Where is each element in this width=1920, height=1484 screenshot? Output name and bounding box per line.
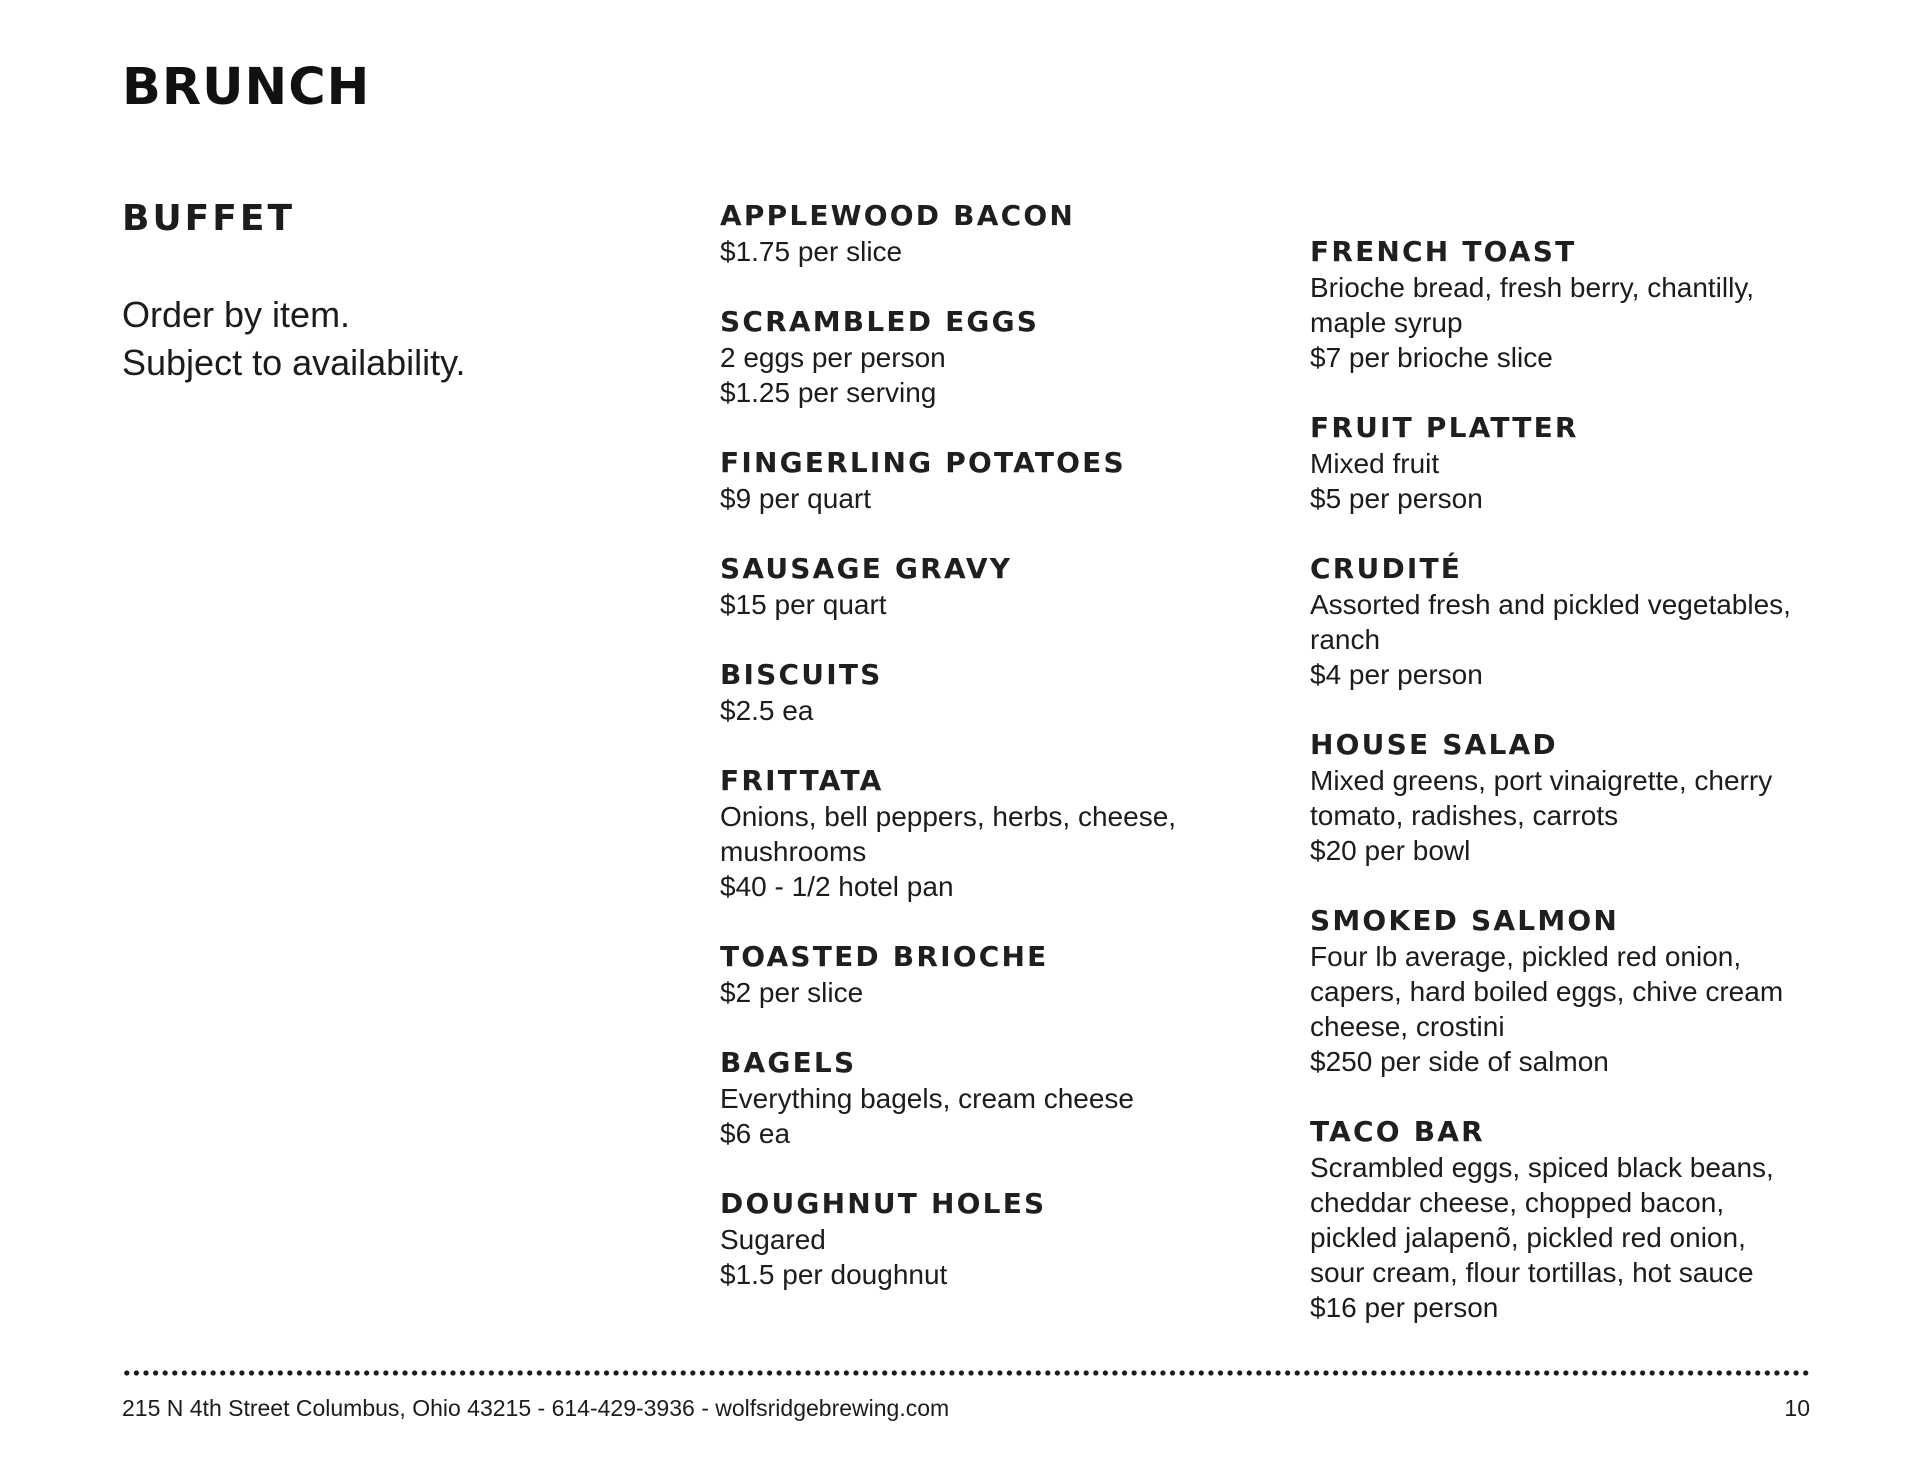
menu-item [1310, 410, 1810, 516]
menu-item-name: APPLEWOOD BACON [720, 199, 1075, 232]
menu-item-detail: Four lb average, pickled red onion, [1310, 941, 1742, 972]
menu-item-name: TOASTED BRIOCHE [720, 940, 1049, 973]
menu-item-detail: $1.25 per serving [720, 377, 937, 408]
section-note-line: Order by item. [122, 294, 351, 335]
menu-item-detail: Assorted fresh and pickled vegetables, [1310, 589, 1791, 620]
menu-item-detail: $4 per person [1310, 659, 1483, 690]
menu-item-name: HOUSE SALAD [1310, 728, 1558, 761]
menu-item-detail: $20 per bowl [1310, 835, 1471, 866]
menu-item-detail: cheddar cheese, chopped bacon, [1310, 1187, 1725, 1218]
menu-item [720, 763, 1220, 904]
menu-item-detail: Everything bagels, cream cheese [720, 1083, 1134, 1114]
menu-item-detail: $5 per person [1310, 483, 1483, 514]
page-title: BRUNCH [122, 58, 371, 117]
menu-item-detail: cheese, crostini [1310, 1011, 1505, 1042]
section-title: BUFFET [122, 198, 296, 239]
menu-item [1310, 551, 1810, 692]
menu-item-detail: maple syrup [1310, 307, 1463, 338]
menu-item-detail: $15 per quart [720, 589, 887, 620]
menu-item [720, 198, 1220, 269]
menu-item-detail: pickled jalapenõ, pickled red onion, [1310, 1222, 1746, 1253]
menu-item [720, 445, 1220, 516]
menu-item-name: BISCUITS [720, 658, 883, 691]
menu-item-name: CRUDITÉ [1310, 552, 1463, 585]
menu-item-name: FRENCH TOAST [1310, 235, 1577, 268]
menu-item-detail: capers, hard boiled eggs, chive cream [1310, 976, 1784, 1007]
menu-item-detail: tomato, radishes, carrots [1310, 800, 1619, 831]
menu-item [720, 551, 1220, 622]
menu-item-name: TACO BAR [1310, 1115, 1485, 1148]
menu-item-detail: $7 per brioche slice [1310, 342, 1553, 373]
menu-item-detail: $40 - 1/2 hotel pan [720, 871, 954, 902]
page-number: 10 [1784, 1395, 1810, 1421]
menu-item-detail: $1.5 per doughnut [720, 1259, 948, 1290]
menu-item-detail: $1.75 per slice [720, 236, 903, 267]
menu-item-detail: Brioche bread, fresh berry, chantilly, [1310, 272, 1755, 303]
menu-item-name: SMOKED SALMON [1310, 904, 1620, 937]
menu-item-detail: Mixed greens, port vinaigrette, cherry [1310, 765, 1773, 796]
menu-item [1310, 234, 1810, 375]
section-note-line: Subject to availability. [122, 342, 466, 383]
menu-item-detail: $250 per side of salmon [1310, 1046, 1609, 1077]
menu-item-detail: $2 per slice [720, 977, 864, 1008]
menu-item-name: FRUIT PLATTER [1310, 411, 1579, 444]
menu-item-detail: $16 per person [1310, 1292, 1499, 1323]
menu-column-right [1310, 234, 1810, 1360]
menu-item [720, 1186, 1220, 1292]
menu-item-name: FRITTATA [720, 764, 884, 797]
menu-item-name: SCRAMBLED EGGS [720, 305, 1040, 338]
menu-item [1310, 727, 1810, 868]
menu-column-middle [720, 198, 1220, 1327]
menu-item-detail: Mixed fruit [1310, 448, 1440, 479]
footer-address: 215 N 4th Street Columbus, Ohio 43215 - 614-429-3936 - wolfsridgebrewing.com [122, 1395, 950, 1421]
menu-item-name: BAGELS [720, 1046, 857, 1079]
section-note [122, 291, 466, 387]
menu-item-detail: Sugared [720, 1224, 826, 1255]
menu-item-detail: ranch [1310, 624, 1381, 655]
menu-item-detail: sour cream, flour tortillas, hot sauce [1310, 1257, 1754, 1288]
menu-item [720, 304, 1220, 410]
menu-item [1310, 1114, 1810, 1325]
menu-item [720, 1045, 1220, 1151]
menu-item-name: SAUSAGE GRAVY [720, 552, 1013, 585]
dotted-divider [122, 1370, 1810, 1376]
menu-item [1310, 903, 1810, 1079]
menu-item-detail: $9 per quart [720, 483, 871, 514]
menu-item-detail: $6 ea [720, 1118, 791, 1149]
menu-item-detail: Scrambled eggs, spiced black beans, [1310, 1152, 1774, 1183]
menu-item-name: FINGERLING POTATOES [720, 446, 1126, 479]
menu-item-detail: $2.5 ea [720, 695, 814, 726]
menu-item [720, 657, 1220, 728]
menu-item-detail: 2 eggs per person [720, 342, 946, 373]
menu-item [720, 939, 1220, 1010]
menu-item-detail: Onions, bell peppers, herbs, cheese, [720, 801, 1177, 832]
menu-item-detail: mushrooms [720, 836, 867, 867]
menu-item-name: DOUGHNUT HOLES [720, 1187, 1047, 1220]
